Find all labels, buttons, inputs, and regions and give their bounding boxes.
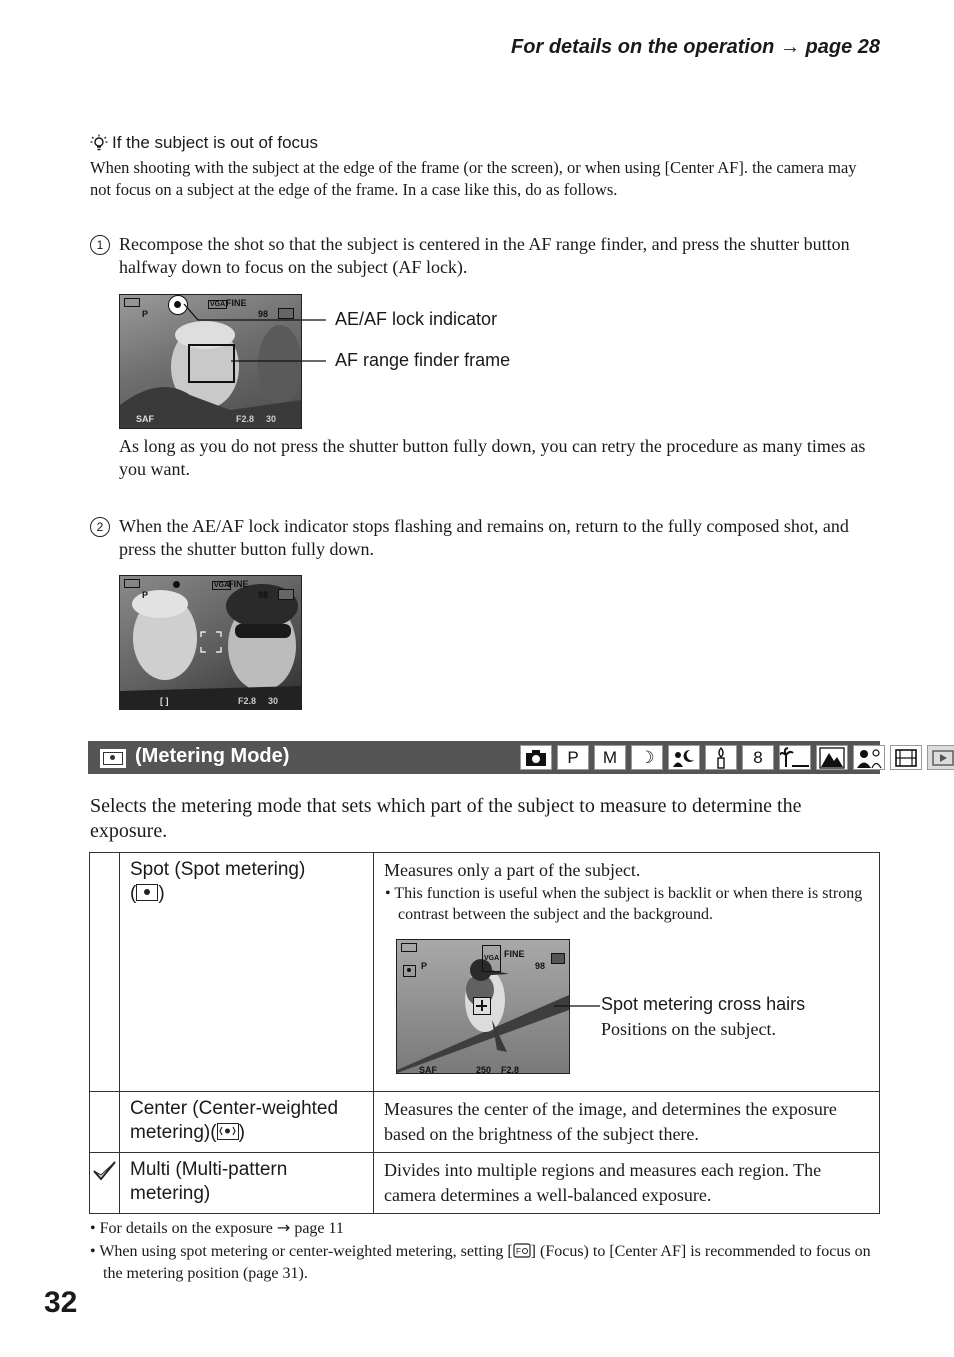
- tip-title-text: If the subject is out of focus: [112, 133, 319, 152]
- lcd-image-size: VGA: [210, 301, 226, 308]
- page-number: 32: [44, 1286, 78, 1319]
- table-row-spot: [90, 853, 880, 1092]
- center-weighted-metering-icon: [217, 1123, 239, 1140]
- mode-name-cell: Center (Center-weighted metering)( ): [120, 1092, 374, 1153]
- lcd-shutter: 30: [268, 696, 279, 706]
- soft-snap-icon: 8: [742, 745, 774, 770]
- battery-icon: [401, 943, 417, 952]
- mode-name-cell: [120, 1153, 374, 1214]
- step-2-number: 2: [90, 517, 110, 537]
- lcd-aperture: F2.8: [238, 696, 257, 706]
- default-marker-cell: [90, 853, 120, 1092]
- metering-mode-table: [89, 852, 880, 1214]
- twilight-icon: ☽: [631, 745, 663, 770]
- af-range-finder-brackets: [200, 631, 222, 653]
- lcd-shot-count: 98: [535, 961, 546, 971]
- footnote-spot-center: • When using spot metering or center-weighted metering, setting [ F ] (Focus) to [Center AF] is recommended to focus on the metering position (page 31).: [90, 1243, 871, 1282]
- default-setting-check-icon: [92, 1159, 118, 1183]
- mode-description-cell: [374, 853, 880, 1092]
- lcd-shot-count: 98: [258, 309, 269, 319]
- step-2: [90, 515, 880, 561]
- spot-metering-icon: [403, 965, 416, 977]
- section-intro: Selects the metering mode that sets which part of the subject to measure to determine the exposure.: [90, 795, 802, 842]
- svg-text:F: F: [515, 1247, 521, 1256]
- mode-description-cell: [374, 1092, 880, 1153]
- twilight-portrait-icon: [668, 745, 700, 770]
- operation-page-reference: For details on the operation → page 28: [511, 36, 880, 58]
- memory-icon: [551, 953, 565, 964]
- lcd-quality: FINE: [226, 298, 247, 308]
- mode-desc-multi: Divides into multiple regions and measures each region. The camera determines a well-balanced exposure.: [384, 1160, 822, 1205]
- callout-spot-subtext: Positions on the subject.: [601, 1019, 776, 1039]
- landscape-icon: [816, 745, 848, 770]
- callout-af-range-finder-frame: AF range finder frame: [335, 350, 511, 370]
- step-1: [90, 233, 880, 279]
- step-1-callout-lines: [180, 300, 340, 370]
- lcd-metering-indicator: SAF: [419, 1065, 437, 1074]
- manual-m-icon: M: [594, 745, 626, 770]
- lcd-image-size: VGA: [482, 945, 501, 972]
- auto-camera-icon: [520, 745, 552, 770]
- high-sensitivity-icon: [853, 745, 885, 770]
- lcd-metering-indicator: SAF: [136, 414, 154, 424]
- table-row-multi: [90, 1153, 880, 1214]
- mode-name-cell: Spot (Spot metering) ( ): [120, 853, 374, 1092]
- step-2-text: When the AE/AF lock indicator stops flashing and remains on, return to the fully composed shot, and press the shutter button fully down.: [119, 516, 849, 559]
- spot-metering-cross-hairs: [473, 997, 491, 1015]
- step-1-number: 1: [90, 235, 110, 255]
- callout-spot-cross-hairs: Spot metering cross hairs: [601, 994, 806, 1014]
- battery-icon: [124, 298, 140, 307]
- mode-description-cell: [374, 1153, 880, 1214]
- lcd-focus-icon: [ ]: [160, 696, 169, 706]
- tip-title: [90, 133, 318, 153]
- candle-icon: [705, 745, 737, 770]
- focus-icon: [513, 1243, 531, 1258]
- table-row-center: [90, 1092, 880, 1153]
- mode-name-multi: Multi (Multi-pattern metering): [130, 1159, 288, 1204]
- lcd-screen-composed: [119, 575, 302, 710]
- mode-bullet-spot: • This function is useful when the subject is backlit or when there is strong contrast between the subject and the background.: [385, 885, 863, 923]
- battery-icon: [124, 579, 140, 588]
- spot-metering-icon: [136, 884, 158, 901]
- memory-icon: [278, 589, 294, 600]
- lcd-mode: P: [142, 590, 149, 600]
- footnote-exposure: • For details on the exposure → page 11: [90, 1218, 344, 1237]
- metering-mode-section-bar: [88, 741, 880, 774]
- callout-ae-af-lock-indicator: AE/AF lock indicator: [335, 309, 498, 329]
- lightbulb-icon: [90, 134, 108, 152]
- tip-body: When shooting with the subject at the edge of the frame (or the screen), or when using [Center AF]. the camera may not focus on a subject at the edge of the frame. In a case like this, do as follows.: [90, 158, 857, 199]
- movie-icon: [890, 745, 922, 770]
- step-1-text: Recompose the shot so that the subject is centered in the AF range finder, and press the shutter button halfway down to focus on the subject (AF lock).: [119, 234, 850, 277]
- lcd-image-size: VGA: [214, 582, 230, 589]
- spot-callout-line: [554, 1001, 602, 1011]
- step-1-after-text: As long as you do not press the shutter button fully down, you can retry the procedure as many times as you want.: [119, 436, 866, 479]
- lcd-aperture: F2.8: [501, 1065, 520, 1074]
- beach-icon: [779, 745, 811, 770]
- spot-metering-icon: [100, 749, 126, 768]
- lcd-quality: FINE: [504, 949, 525, 959]
- default-marker-cell: [90, 1092, 120, 1153]
- lcd-aperture: F2.8: [236, 414, 255, 424]
- mode-name-center: Center (Center-weighted metering)(: [130, 1098, 339, 1143]
- mode-name-spot: Spot (Spot metering): [130, 859, 306, 880]
- playback-icon: [927, 745, 954, 770]
- default-marker-cell: [90, 1153, 120, 1214]
- lcd-screen-spot: [396, 939, 570, 1074]
- section-title: (Metering Mode): [135, 745, 290, 767]
- lcd-quality: FINE: [228, 579, 249, 589]
- mode-desc-spot: Measures only a part of the subject.: [384, 860, 641, 880]
- ae-af-lock-indicator-icon: [173, 581, 180, 588]
- lcd-shot-count: 98: [258, 590, 269, 600]
- lcd-mode: P: [421, 961, 428, 971]
- mode-icon-strip: [520, 745, 954, 770]
- program-p-icon: P: [557, 745, 589, 770]
- lcd-shutter: 30: [266, 414, 277, 424]
- lcd-shutter: 250: [476, 1065, 492, 1074]
- lcd-mode: P: [142, 309, 149, 319]
- mode-desc-center: Measures the center of the image, and determines the exposure based on the brightness of the subject there.: [384, 1099, 837, 1144]
- footnotes: [90, 1217, 880, 1285]
